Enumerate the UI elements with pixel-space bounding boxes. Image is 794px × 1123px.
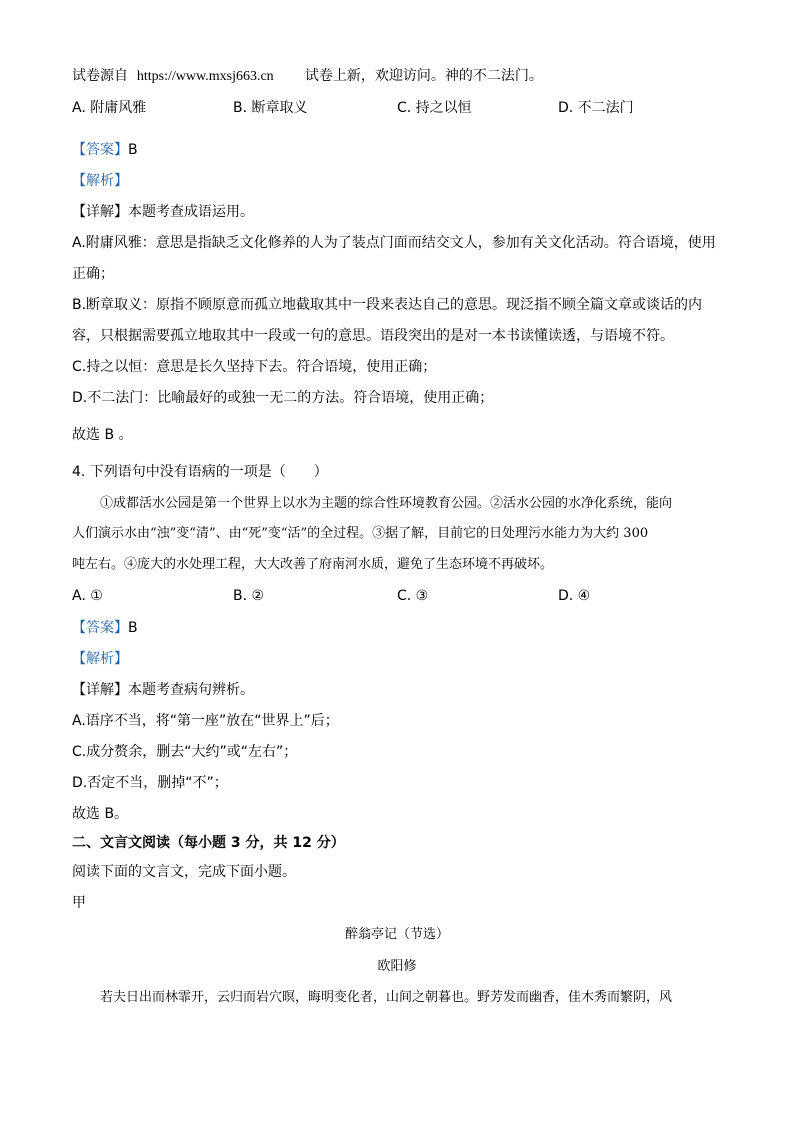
q3-answer [72,140,138,160]
answer-label: 【答案】 [72,142,128,158]
section-heading: 二、文言文阅读（每小题 3 分，共 12 分） [72,835,345,851]
source-line [72,66,543,87]
q3-option-a: A. 附庸风雅 [72,100,147,116]
passage-author: 欧阳修 [377,959,417,974]
answer-value: B [128,620,138,636]
q4-option-b: B. ② [233,588,265,604]
q4-option-d: D. ④ [558,588,591,604]
answer-value: B [128,142,138,158]
q4-line-d: D.否定不当，删掉“不”； [72,775,228,791]
q3-option-c: C. 持之以恒 [397,100,472,116]
q4-passage-line-2: 人们演示水由“浊”变“清”、由“死”变“活”的全过程。③据了解，目前它的日处理污水能力为大约 300 [72,526,649,541]
q3-line-c: C.持之以恒：意思是长久坚持下去。符合语境，使用正确； [72,359,437,375]
q3-detail [72,202,254,222]
q4-option-a: A. ① [72,588,103,604]
q4-stem: 4. 下列语句中没有语病的一项是（ ） [72,464,328,480]
detail-label: 【详解】 [72,682,128,698]
q4-detail [72,680,254,700]
passage-first-line: 若夫日出而林霏开，云归而岩穴暝，晦明变化者，山间之朝暮也。野芳发而幽香，佳木秀而繁阴，风 [100,990,673,1005]
source-prefix: 试卷源自 [72,68,128,84]
answer-label: 【答案】 [72,620,128,636]
q3-option-d: D. 不二法门 [558,100,634,116]
q3-line-a-cont: 正确； [72,266,114,282]
detail-label: 【详解】 [72,204,128,220]
q3-line-b-cont: 容，只根据需要孤立地取其中一段或一句的意思。语段突出的是对一本书读懂读透，与语境不符。 [72,328,674,344]
q4-line-c: C.成分赘余，删去“大约”或“左右”； [72,744,298,760]
q3-line-d: D.不二法门：比喻最好的或独一无二的方法。符合语境，使用正确； [72,390,494,406]
section-instruction: 阅读下面的文言文，完成下面小题。 [72,864,296,880]
q4-answer [72,618,138,638]
detail-intro: 本题考查病句辨析。 [128,682,254,698]
q3-option-b: B. 断章取义 [233,100,308,116]
q3-line-a: A.附庸风雅：意思是指缺乏文化修养的人为了装点门面而结交文人，参加有关文化活动。符合语境，使用 [72,235,716,251]
detail-intro: 本题考查成语运用。 [128,204,254,220]
q3-conclusion: 故选 B 。 [72,427,133,443]
passage-label: 甲 [72,895,86,911]
passage-title: 醉翁亭记（节选） [344,927,449,942]
q4-conclusion: 故选 B。 [72,806,129,822]
source-slogan: 试卷上新，欢迎访问。神的不二法门。 [304,68,543,84]
q4-option-c: C. ③ [397,588,429,604]
q4-passage-line-1: ①成都活水公园是第一个世界上以水为主题的综合性环境教育公园。②活水公园的水净化系统，能向 [100,496,673,511]
q4-analysis-label: 【解析】 [72,651,128,667]
q4-line-a: A.语序不当，将“第一座”放在“世界上”后； [72,713,339,729]
q4-passage-line-3: 吨左右。④庞大的水处理工程，大大改善了府南河水质，避免了生态环境不再破坏。 [72,557,554,572]
q3-line-b: B.断章取义：原指不顾原意而孤立地截取其中一段来表达自己的意思。现泛指不顾全篇文章或谈话的内 [72,297,703,313]
source-url[interactable]: https://www.mxsj663.cn [136,69,274,84]
q3-analysis-label: 【解析】 [72,173,128,189]
